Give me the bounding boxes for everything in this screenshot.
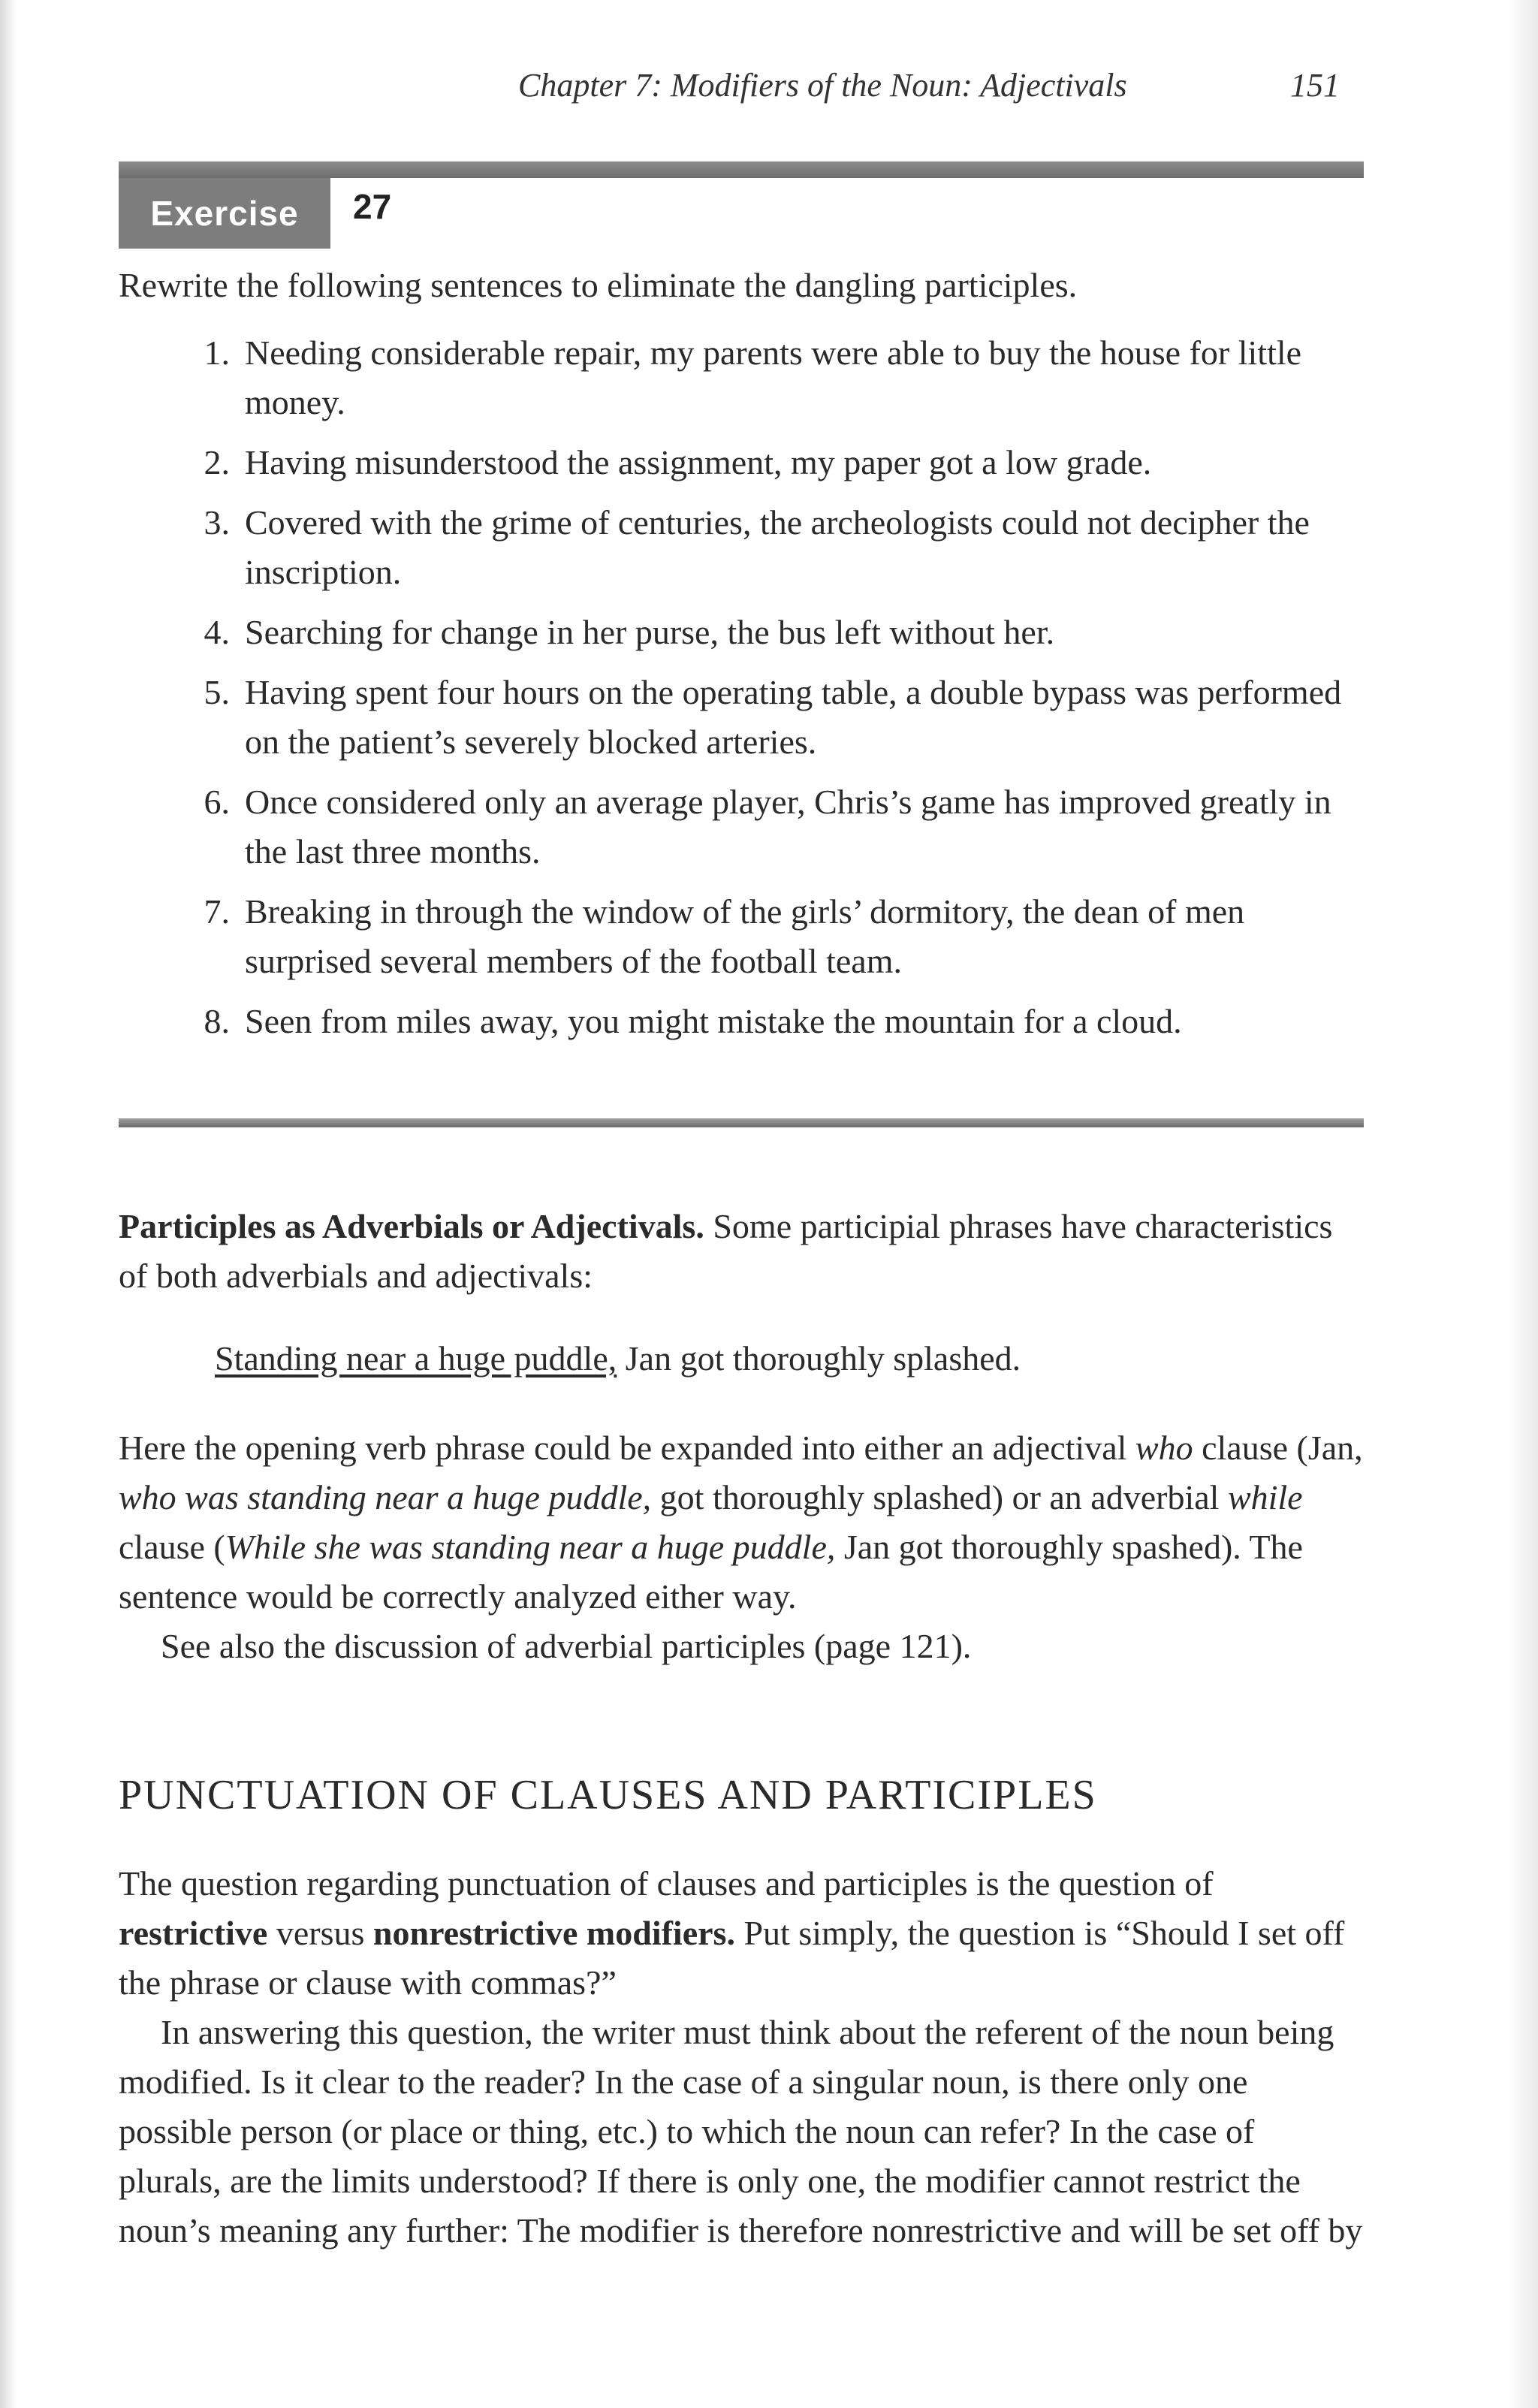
exercise-item bbox=[119, 438, 1356, 487]
analysis-text-run: clause (Jan, bbox=[1193, 1429, 1363, 1467]
exercise-item-text: Needing considerable repair, my parents were able to buy the house for little money. bbox=[245, 333, 1302, 421]
exercise-item-number: 6. bbox=[204, 783, 230, 821]
see-also-line: See also the discussion of adverbial participles (page 121). bbox=[161, 1627, 972, 1665]
example-rest: Jan got thoroughly splashed. bbox=[625, 1339, 1021, 1378]
exercise-label: Exercise bbox=[119, 178, 330, 249]
participles-paragraph bbox=[119, 1202, 1365, 1301]
exercise-item-number: 3. bbox=[204, 503, 230, 542]
exercise-item bbox=[119, 608, 1356, 657]
exercise-item-number: 5. bbox=[204, 673, 230, 711]
page-edge-shadow-left bbox=[0, 0, 17, 2408]
exercise-item-number: 2. bbox=[204, 443, 230, 481]
punctuation-paragraph-2: In answering this question, the writer must think about the referent of the noun being modified. Is it clear to the reader? In the case of a singular noun, is there only one possible person (or place or thing, etc.) to which the noun can refer? In the case of plurals, are the limits understood? If there is only one, the modifier cannot restrict the noun’s meaning any further: The modifier is therefore nonrestrictive and will be set off by bbox=[119, 2013, 1363, 2250]
exercise-item bbox=[119, 997, 1356, 1046]
exercise-instructions: Rewrite the following sentences to eliminate the dangling participles. bbox=[119, 266, 1078, 304]
exercise-item-number: 1. bbox=[204, 333, 230, 372]
body-text-run: The question regarding punctuation of clauses and participles is the question of bbox=[119, 1864, 1214, 1903]
exercise-item bbox=[119, 668, 1356, 767]
exercise-bottom-rule bbox=[119, 1118, 1364, 1127]
exercise-item-text: Breaking in through the window of the girls’ dormitory, the dean of men surprised several members of the football team. bbox=[245, 892, 1245, 980]
exercise-item-text: Having spent four hours on the operating table, a double bypass was performed on the patient’s severely blocked arteries. bbox=[245, 673, 1342, 761]
participles-intro: Some participial phrases have characteristics of both adverbials and adjectivals: bbox=[119, 1207, 1333, 1295]
analysis-italic-run: While she was standing near a huge puddle, bbox=[225, 1528, 836, 1566]
exercise-item bbox=[119, 777, 1356, 877]
exercise-item bbox=[119, 887, 1356, 986]
exercise-item-text: Seen from miles away, you might mistake the mountain for a cloud. bbox=[245, 1002, 1182, 1040]
bold-term: nonrestrictive modifiers. bbox=[372, 1914, 735, 1952]
exercise-item-number: 4. bbox=[204, 613, 230, 651]
analysis-text bbox=[119, 1423, 1365, 1622]
analysis-text-run: got thoroughly splashed) or an adverbial bbox=[651, 1478, 1228, 1516]
example-underlined-phrase: Standing near a huge puddle, bbox=[215, 1339, 617, 1378]
page-number: 151 bbox=[1290, 67, 1340, 104]
exercise-item-number: 7. bbox=[204, 892, 230, 931]
exercise-item bbox=[119, 328, 1356, 427]
running-head: Chapter 7: Modifiers of the Noun: Adjectivals bbox=[518, 67, 1127, 104]
exercise-number: 27 bbox=[353, 187, 392, 226]
participles-heading: Participles as Adverbials or Adjectivals. bbox=[119, 1207, 704, 1245]
exercise-item bbox=[119, 498, 1356, 597]
exercise-item-text: Covered with the grime of centuries, the archeologists could not decipher the inscription. bbox=[245, 503, 1310, 591]
analysis-paragraph bbox=[119, 1423, 1365, 1671]
exercise-header-bar bbox=[119, 161, 1364, 178]
page-edge-shadow-right bbox=[1508, 0, 1538, 2408]
analysis-italic-run: while bbox=[1227, 1478, 1303, 1516]
punctuation-body bbox=[119, 1859, 1365, 2256]
section-heading: PUNCTUATION OF CLAUSES AND PARTICIPLES bbox=[119, 1772, 1097, 1818]
exercise-item-text: Having misunderstood the assignment, my paper got a low grade. bbox=[245, 443, 1152, 481]
body-text-run: Put simply, the question is “Should I set off the phrase or clause with commas?” bbox=[119, 1914, 1345, 2002]
analysis-italic-run: who was standing near a huge puddle, bbox=[119, 1478, 652, 1516]
punctuation-paragraph-1 bbox=[119, 1859, 1365, 2008]
exercise-item-number: 8. bbox=[204, 1002, 230, 1040]
analysis-italic-run: who bbox=[1135, 1429, 1193, 1467]
body-text-run: versus bbox=[267, 1914, 373, 1952]
example-sentence bbox=[215, 1334, 1341, 1384]
analysis-text-run: Here the opening verb phrase could be expanded into either an adjectival bbox=[119, 1429, 1135, 1467]
analysis-text-run: clause ( bbox=[119, 1528, 225, 1566]
exercise-item-text: Searching for change in her purse, the bus left without her. bbox=[245, 613, 1055, 651]
analysis-text-run: Jan got thoroughly spashed). The sentence would be correctly analyzed either way. bbox=[119, 1528, 1303, 1616]
exercise-item-text: Once considered only an average player, Chris’s game has improved greatly in the last three months. bbox=[245, 783, 1331, 871]
exercise-list bbox=[119, 328, 1365, 1057]
bold-term: restrictive bbox=[119, 1914, 268, 1952]
